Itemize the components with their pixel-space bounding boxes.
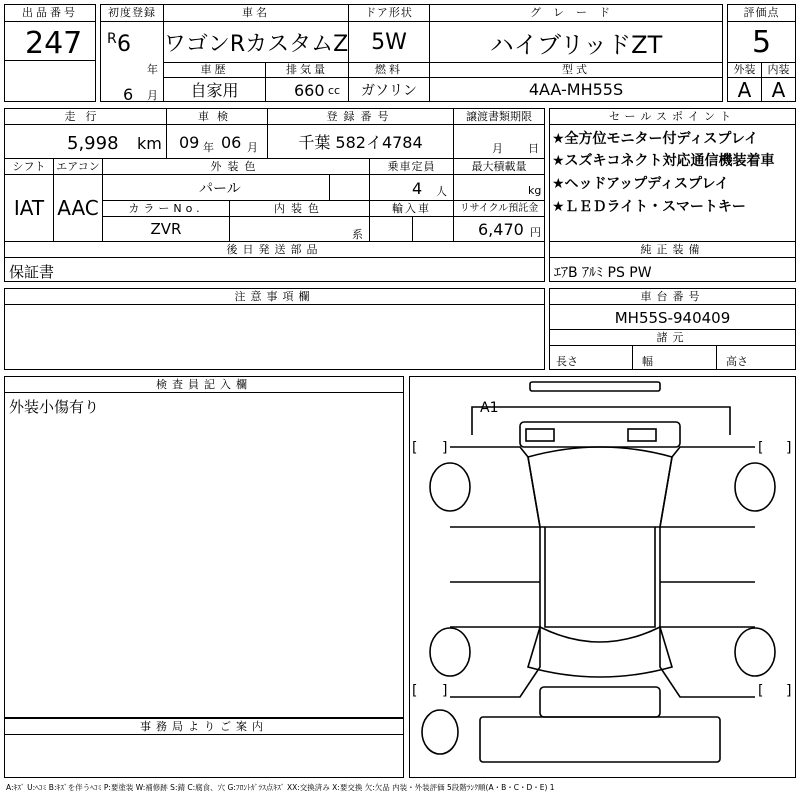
equipment-section	[549, 241, 796, 282]
equipment-value: ｴｱB ｱﾙﾐ PS PW	[554, 265, 652, 281]
insp-month-unit: 月	[247, 141, 258, 154]
color-cell	[102, 174, 370, 201]
interior-label: 内装	[761, 62, 796, 78]
grade: ハイブリッドZT	[429, 21, 723, 63]
equipment-label: 純正装備	[549, 241, 796, 258]
lot-number: 247	[25, 26, 83, 61]
capacity-label: 乗車定員	[369, 158, 454, 175]
office-label: 事務局よりご案内	[4, 718, 404, 735]
mileage-label: 走行	[4, 108, 167, 125]
displacement-cell	[265, 77, 349, 102]
car-outline-graphic	[410, 377, 795, 777]
insp-year: 09	[179, 133, 200, 152]
car-diagram	[409, 376, 796, 778]
fuel-label: 燃料	[348, 62, 430, 78]
inspector-label: 検査員記入欄	[4, 376, 404, 393]
load-label: 最大積載量	[453, 158, 545, 175]
notes-label: 注意事項欄	[4, 288, 545, 305]
sales-point-item: ★ＬＥＤライト・スマートキー	[552, 199, 746, 215]
color-no-label: カラーNo.	[102, 200, 230, 217]
sales-point-item: ★ヘッドアップディスプレイ	[552, 176, 729, 192]
divider	[632, 345, 633, 370]
svg-text:[: [	[758, 683, 764, 699]
notes-section	[4, 288, 545, 370]
sales-points-label: セールスポイント	[549, 108, 796, 125]
height-label: 高さ	[726, 355, 748, 368]
import-cell	[369, 216, 454, 242]
load-cell	[453, 174, 545, 201]
lot-section	[4, 4, 96, 102]
divider	[4, 60, 96, 61]
car-name: ワゴンRカスタムZ	[163, 21, 349, 63]
car-name-label: 車名	[163, 4, 349, 22]
parts-label: 後日発送部品	[4, 241, 545, 258]
dims-label: 諸元	[549, 329, 796, 346]
door-label: ドア形状	[348, 4, 430, 22]
divider	[329, 174, 330, 201]
width-label: 幅	[642, 355, 653, 368]
interior-grade: A	[761, 77, 796, 102]
score: 5	[727, 21, 796, 63]
parts-value: 保証書	[9, 263, 55, 281]
inspector-section	[4, 376, 404, 718]
first-registration	[100, 4, 164, 102]
svg-text:[: [	[412, 440, 418, 456]
lot-label: 出品番号	[4, 4, 96, 22]
transfer-month-unit: 月	[492, 142, 503, 155]
transfer-day-unit: 日	[528, 142, 539, 155]
capacity: 4	[412, 179, 423, 198]
recycle-unit: 円	[530, 226, 541, 239]
ac: AAC	[53, 174, 103, 242]
recycle: 6,470	[478, 220, 524, 239]
fuel: ガソリン	[348, 77, 430, 102]
svg-text:]: ]	[786, 683, 792, 699]
history-label: 車歴	[163, 62, 266, 78]
chassis-label: 車台番号	[549, 288, 796, 305]
mileage-unit: km	[137, 134, 162, 153]
plate-label: 登録番号	[267, 108, 454, 125]
history: 自家用	[163, 77, 266, 102]
shift-label: シフト	[4, 158, 54, 175]
sales-point-item: ★スズキコネクト対応通信機装着車	[552, 153, 775, 169]
reg-label: 初度登録	[100, 4, 164, 22]
svg-text:]: ]	[442, 683, 448, 699]
exterior-label: 外装	[727, 62, 762, 78]
score-label: 評価点	[727, 4, 796, 22]
reg-year: 6	[117, 32, 131, 57]
sales-point-item: ★全方位モニター付ディスプレイ	[552, 131, 759, 147]
damage-mark: A1	[480, 400, 499, 416]
interior-color-cell	[229, 216, 370, 242]
shift: IAT	[4, 174, 54, 242]
chassis-section	[549, 288, 796, 370]
chassis-number: MH55S-940409	[614, 309, 731, 327]
color-label: 外装色	[102, 158, 370, 175]
svg-text:]: ]	[786, 440, 792, 456]
displacement-label: 排気量	[265, 62, 349, 78]
inspection-label: 車検	[166, 108, 268, 125]
legend: A:ｷｽﾞ U:ﾍｺﾐ B:ｷｽﾞを伴うﾍｺﾐ P:要塗装 W:補修跡 S:錆 C:腐食、穴 G:ﾌﾛﾝﾄｶﾞﾗｽ点ｷｽﾞ XX:交換済み X:要交換 欠:欠品 内装・外装評価 5段階ﾗﾝｸ順(A・B・C・D・E) 1	[6, 783, 555, 792]
inspection-cell	[166, 124, 268, 159]
import-label: 輸入車	[369, 200, 454, 217]
mileage: 5,998	[67, 133, 119, 154]
insp-month: 06	[221, 133, 242, 152]
interior-color-label: 内装色	[229, 200, 370, 217]
model: 4AA-MH55S	[429, 77, 723, 102]
divider	[412, 216, 413, 242]
reg-month: 6	[123, 85, 134, 104]
capacity-cell	[369, 174, 454, 201]
svg-text:[: [	[758, 440, 764, 456]
parts-section	[4, 241, 545, 282]
displacement-unit: cc	[328, 84, 341, 97]
length-label: 長さ	[556, 355, 578, 368]
model-label: 型式	[429, 62, 723, 78]
recycle-cell	[453, 216, 545, 242]
displacement: 660	[294, 81, 325, 100]
svg-text:[: [	[412, 683, 418, 699]
office-section	[4, 718, 404, 778]
capacity-unit: 人	[436, 185, 447, 198]
door: 5W	[348, 21, 430, 63]
interior-color-unit: 系	[352, 228, 363, 241]
transfer-cell	[453, 124, 545, 159]
color-no: ZVR	[102, 216, 230, 242]
mileage-cell	[4, 124, 167, 159]
load-unit: kg	[528, 184, 542, 197]
sales-points	[549, 108, 796, 242]
reg-month-unit: 月	[147, 89, 158, 102]
reg-year-unit: 年	[147, 63, 158, 76]
plate: 千葉 582イ4784	[267, 124, 454, 159]
color: パール	[199, 181, 241, 197]
exterior-grade: A	[727, 77, 762, 102]
inspector-comment: 外装小傷有り	[9, 398, 100, 416]
recycle-label: リサイクル預託金	[453, 200, 545, 217]
era: R	[107, 31, 117, 47]
grade-label: グレード	[429, 4, 723, 22]
transfer-label: 譲渡書類期限	[453, 108, 545, 125]
svg-text:]: ]	[442, 440, 448, 456]
divider	[716, 345, 717, 370]
insp-year-unit: 年	[203, 141, 214, 154]
ac-label: エアコン	[53, 158, 103, 175]
